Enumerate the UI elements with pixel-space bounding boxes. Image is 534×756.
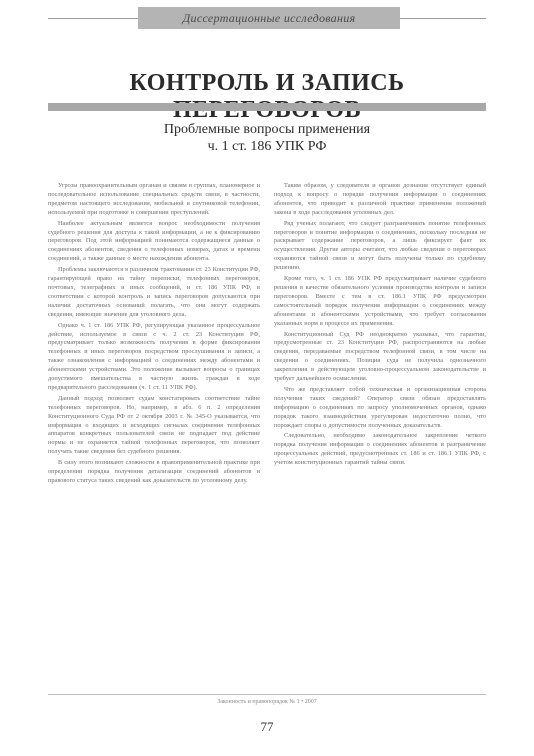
paragraph: Данный подход позволяет судам констатировать соответствие тайне телефонных переговоров. Но, например, в абз. 6 п. 2 определения Конституционного Суда РФ от 2 октября 2003 г. № 345-О указывается, что информация о входящих и исходящих сигналах соединения телефонных аппаратов конкретных пользователей связи не подпадает под действие нормы и не охраняется тайной телефонных переговоров, что позволяет получать такие сведения без судебного решения. <box>48 394 260 456</box>
paragraph: Кроме того, ч. 1 ст. 186 УПК РФ предусматривает наличие судебного решения в качестве обязательного условия производства контроля и записи переговоров. Вместе с тем в ст. 186.1 УПК РФ предусмотрен самостоятельный порядок получения информации о соединениях между абонентами и абонентскими устройствами, что требует согласования указанных норм в процессе их применения. <box>274 275 486 327</box>
left-column <box>48 182 260 684</box>
paragraph: Однако ч. 1 ст. 186 УПК РФ, регулирующая указанное процессуальное действие, используемое в связи с ч. 2 ст. 23 Конституции РФ, предусматривает только возможность получения в форме фиксирования телефонных и иных переговоров посредством прослушивания и записи, а также ознакомления с информацией о соединениях между абонентами и абонентскими устройствами. Это положение вызывает вопросы о границах допустимого вмешательства в частную жизнь граждан в ходе предварительного расследования (ч. 1 ст. 11 УПК РФ). <box>48 321 260 391</box>
paragraph: Угрозы правоохранительным органам и связям в группах, планомерное и последовательное использование специальных средств связи, в частности, предметом настоящего исследования, мобильной и спутниковой телефонии, используемой при подготовке и совершении преступлений. <box>48 182 260 216</box>
paragraph: Конституционный Суд РФ неоднократно указывал, что гарантии, предусмотренные ст. 23 Конституции РФ, распространяются на любые сведения, передаваемые посредством телефонной связи, в том числе на сведения о соединениях. Позиция суда не получила однозначного закрепления в действующем уголовно-процессуальном законодательстве и требует дальнейшего осмысления. <box>274 330 486 383</box>
paragraph: Что же представляет собой техническая и организационная сторона получения таких сведений? Оператор связи обязан предоставлять информацию о соединениях по запросу уполномоченных органов, однако порядок такого взаимодействия урегулирован недостаточно полно, что порождает споры о допустимости полученных доказательств. <box>274 385 486 429</box>
paragraph: Следовательно, необходимо законодательное закрепление четкого порядка получения информации о соединениях абонентов и разграничение процессуальных действий, предусмотренных ст. 186 и ст. 186.1 УПК РФ, с учетом конституционных гарантий тайны связи. <box>274 432 486 467</box>
right-column <box>274 182 486 684</box>
subtitle-line-2: ч. 1 ст. 186 УПК РФ <box>207 139 327 154</box>
footer-rule <box>48 694 486 695</box>
paragraph: Таким образом, у следователя и органов дознания отсутствует единый подход к вопросу о порядке получения информации о соединениях абонентов, что приводит к различной практике применения положений закона в ходе расследования уголовных дел. <box>274 182 486 216</box>
article-subtitle <box>40 121 494 155</box>
subtitle-line-1: Проблемные вопросы применения <box>163 122 371 137</box>
section-banner <box>138 7 400 29</box>
paragraph: Ряд ученых полагают, что следует разграничивать понятие телефонных переговоров и понятие информации о соединениях, поскольку последняя не раскрывает содержание переговоров, а лишь фиксирует факт их осуществления. Другие авторы считают, что любые сведения о переговорах охраняются тайной связи и могут быть получены только по судебному решению. <box>274 219 486 272</box>
journal-footer: Законность и правопорядок № 1 • 2007 <box>217 699 317 705</box>
page-number: 77 <box>260 719 274 734</box>
paragraph: Проблемы заключаются в различном трактовании ст. 23 Конституции РФ, гарантирующей право на тайну переписки, телефонных переговоров, почтовых, телеграфных и иных сообщений, и ст. 186 УПК РФ, в соответствии с которой контроль и запись переговоров допускаются при наличии достаточных оснований полагать, что они могут содержать сведения, имеющие значение для уголовного дела. <box>48 266 260 318</box>
article-title: КОНТРОЛЬ И ЗАПИСЬ <box>129 70 405 96</box>
running-title: Диссертационные исследования <box>182 10 356 25</box>
article-body <box>48 182 486 684</box>
paragraph: В силу этого возникают сложности в правоприменительной практике при определении порядка получения детализации соединений абонентов и правового статуса таких сведений как доказательств по уголовному делу. <box>48 459 260 484</box>
paragraph: Наиболее актуальным является вопрос необходимости получения судебного решения для доступа к такой информации, а не к фиксированию переговоров. Под этой информацией понимаются содержащиеся данные о соединениях абонентов, сведения о телефонных номерах, датах и времени соединений, а также данные о месте нахождения абонента. <box>48 219 260 263</box>
title-divider <box>48 103 486 111</box>
